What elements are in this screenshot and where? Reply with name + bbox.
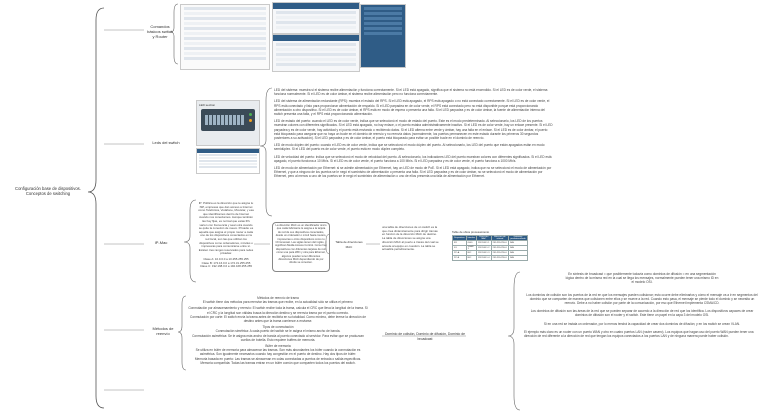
mac-table-header: Interfaz bbox=[467, 237, 475, 239]
ip-class-c: Clase C: 192.168.0.0 a 192.168.255.255 bbox=[199, 264, 253, 269]
node-metodos-label: Métodos de reenvío bbox=[152, 326, 174, 336]
table-row bbox=[453, 256, 528, 261]
ip-class-b: Clase B: 172.16.0.0 a 172.31.255.255 bbox=[201, 260, 251, 265]
metodos-line: Conmutación asimétrica: Se le asigna más ancho de banda al puerto conectado al servidor. Para evitar que se produzcan cuellos de botella. Esto requiere buffers de memoria. bbox=[192, 333, 364, 342]
table-cell: PC-A bbox=[453, 251, 467, 256]
table-cell: NIC bbox=[466, 256, 476, 261]
table-cell: N/A bbox=[509, 241, 528, 246]
metodos-line: Búfer de memoria bbox=[265, 344, 291, 349]
table-cell: N/A bbox=[509, 251, 528, 256]
mac-table-paragraph: una tabla de direcciones de un switch es la que crea dinámicamente para dirigir tramas en función de la dirección MAC de destino. La tabla de direcciones se asigna una dirección MAC al puerto a través del cual se accede al equipo en cuestión. La tabla se actualiza periódicamente. bbox=[382, 225, 439, 252]
led-paragraph: LED del sistema: muestra si el sistema recibe alimentación y funciona correctamente. Si el LED está apagado, significa que el sistema no está encendido. Si el LED es de color verde, el sistema funciona normalmente. Si el LED es de color ámbar, el sistema recibe alimentación pero no funciona correctamente. bbox=[274, 88, 548, 97]
node-comandos-label: Comandos básicos switch y Router bbox=[147, 24, 173, 39]
mac-text: La dirección MAC es un identificador único que cada fabricante le asigna a la tarjeta de red de sus dispositivos conectados, desde un ordenador o móvil hasta routers, impresoras u otros dispositivos como tu Chromecast. Las siglas tienen del inglés, y significan Media Access Control. Como hay dispositivos con diferentes tarjetas de red, como una para WiFi y otra para Ethernet, algunos pueden tener diferentes direcciones MAC dependiendo de por dónde se conecten. bbox=[275, 224, 327, 265]
table-cell: 255.255.255.0 bbox=[492, 247, 507, 249]
main-brace bbox=[88, 8, 104, 408]
table-cell: G0/0 bbox=[466, 241, 476, 246]
mac-description-box bbox=[272, 222, 330, 272]
mac-table-label: Tabla de direcciones MAC bbox=[335, 240, 363, 249]
table-cell: NIC bbox=[466, 251, 476, 256]
root-label: Configuración base de dispositivos. Conceptos de switching bbox=[15, 186, 81, 196]
mac-table-header: Máscara de subred bbox=[491, 236, 508, 241]
table-cell: 255.255.255.0 bbox=[492, 252, 507, 254]
table-cell: S1 bbox=[453, 246, 467, 251]
metodos-line: Conmutación por almacenamiento y reenvío: El switch recibe toda la trama, calcula el CRC que lleva la longitud de la trama. Si el CRC y la longitud son válidas busca la dirección destino y se reenvía trama por el puerto correcto. bbox=[188, 306, 368, 315]
node-leds-label: Leds del switch bbox=[152, 140, 180, 145]
comandos-screenshot-3 bbox=[272, 34, 360, 72]
table-cell: 255.255.255.0 bbox=[492, 257, 507, 259]
table-cell: 192.168.1.3 bbox=[477, 252, 490, 254]
table-cell: 192.168.1.4 bbox=[477, 257, 490, 259]
metodos-line: Se utiliza en búfer de memoria para almacenar las tramas. Son más abundantes los búfer cuando la conmutación es asimétrica. Son igualmente necesarios cuando hay congestión en el puerto de destino. Hay dos tipos de búfer: bbox=[195, 348, 361, 357]
dominio-paragraph: Los dominios de colisión son los puertos de la red en que los mensajes pueden colisionar; esto ocurre debe eliminarlos y cómo el mensaje va a ir en segmentos del dominio que se comparten de manera que colisionen entre ellos y se mueve a la red. Cuando esto pasa, el mensaje se pierde todo el dominio y se necesita un reenvío. Debe a no haber colisión por parte de la comunicación, por eso que Ethernet implementa CSMA/CD. bbox=[526, 292, 758, 306]
comandos-screenshot-1 bbox=[180, 4, 270, 70]
ip-text: IP: Pública es la dirección que te asigna tu ISP, empresas que dan acceso a Internet como Telefónica, Vodafone, Movistar, y esa que identificamos dentro de Internet cuando nos conectamos. Aunque también las hay fijas, es normal que estas IPs varíen con frecuencia y sean otra cuando se quite la conexión de nuevo. Privada: es aquella que asigna el propio router a cada uno de los dispositivos conectados en la red local, son las que utilizan los dispositivos como ordenadores, móviles o impresoras para comunicarse entre sí. Existen tres rangos reservados para redes privadas: bbox=[198, 201, 254, 256]
table-cell: 192.168.1.2 bbox=[477, 247, 490, 249]
metodos-line: Memoria compartida: Todas las tramas entran en un búfer común que comparten todos los puertos del switch. bbox=[200, 360, 356, 365]
mac-table-text bbox=[382, 226, 440, 252]
mac-table-title: Table de ubica procesamiento bbox=[452, 230, 490, 234]
dominio-paragraph: En síntesis de broadcast = que posiblemente todavía como dominios de difusión = en una segmentación lógica dentro de la misma red en la cual se llega los mensajes, normalmente pueden tener una mismo ID en el modelo OSI. bbox=[565, 272, 719, 285]
metodos-line: Memoria basada en puerto: Las tramas se almacenan en colas conectadas a puertos de entrada o salida específicos. bbox=[194, 356, 362, 361]
mac-table-header: Dispositivo bbox=[454, 237, 465, 239]
dominio-paragraphs bbox=[524, 272, 760, 338]
mac-table bbox=[452, 235, 528, 261]
table-cell: VLAN 1 bbox=[466, 246, 476, 251]
comandos-screenshot-4 bbox=[360, 4, 406, 68]
dominio-paragraph: Si en una red se instala un ordenador, por lo menos tendrá la capacidad de crear dos dominios de difusión; y en los switch se crean VLAN. bbox=[543, 321, 741, 326]
ip-description bbox=[198, 202, 254, 269]
metodos-line: El switch tiene dos métodos para reenviar las tramas que recibe, en la actualidad sólo se utiliza el primero: bbox=[202, 300, 354, 305]
metodos-text bbox=[188, 296, 368, 365]
leds-paragraphs bbox=[274, 88, 554, 179]
led-paragraph: LED de estado del puerto: cuando el LED es de color verde, indica que se seleccionó el modo de estado del puerto. Este es el modo predeterminado. Al seleccionarlo, los LED de los puertos muestran colores con diferentes significados. Si el LED está apagado, no hay enlace, o el puerto estaba administrativamente inactivo. Si el LED es de color verde, hay un enlace presente. Si el LED parpadea y es de color verde, hay actividad y el puerto está enviando o recibiendo datos. Si el LED alterna entre verde y ámbar, hay una falla en el enlace. Si el LED es de color ámbar, el puerto está bloqueado para asegurar que no haya un bucle en el dominio de reenvío y no reenvía datos (normalmente, los puertos permanecen en este estado durante los primeros 30 segundos posteriores a su activación). Si el LED parpadea y es de color ámbar, el puerto está bloqueado para evitar un posible bucle en el dominio de reenvío. bbox=[274, 119, 553, 141]
table-cell: 255.255.255.0 bbox=[492, 242, 507, 244]
table-cell: PC-B bbox=[453, 256, 467, 261]
metodos-line: Tipos de conmutación bbox=[262, 325, 294, 330]
dominio-paragraph: El ejemplo más claro es un router con un puerto WAN y otro en cuatro puertos LAN (router casero). Los equipos que hagan uso del puerto WAN pueden tener una dirección de red diferente a la dirección de red que tengan los equipos conectados a los puertos LAN y de ninguna manera puede haber colisión. bbox=[524, 329, 754, 339]
ip-class-a: Clase A: 10.0.0.0 a 10.255.255.255 bbox=[203, 256, 249, 261]
led-paragraph: LED del sistema de alimentación redundante (RPS): muestra el estado del RPS. Si el LED está apagado, el RPS está apagado o no está conectado correctamente. Si el LED es de color verde, el RPS está conectado y listo para proporcionar alimentación de respaldo. Si el LED parpadea en de color verde, el RPS está conectado pero no está disponible porque está proporcionando alimentación a otro dispositivo. Si el LED es de color ámbar, el RPS está en modo de espera o presenta una falla. Si el LED parpadea y es de color ámbar, la fuente de alimentación interna del switch presenta una falla, y el RPS está proporcionando alimentación. bbox=[274, 99, 550, 117]
led-paragraph: LED de modo de alimentación por Ethernet: si se admite alimentación por Ethernet, hay un LED de modo de PoE. Si el LED está apagado, indica que no se seleccionó el modo de alimentación por Ethernet, y que a ninguno de los puertos se le negó el suministro de alimentación o presenta una falla. Si el LED parpadea y es de color ámbar, no se seleccionó el modo de alimentación por Ethernet, pero al menos a uno de los puertos se le negó el suministro de alimentación o uno de ellos presenta una falla de alimentación por Ethernet. bbox=[274, 166, 552, 179]
led-paragraph: LED de modo dúplex del puerto: cuando el LED es de color verde, indica que se seleccionó el modo dúplex del puerto. Al seleccionarlo, los LED del puerto que están apagados están en modo semidúplex. Si el LED del puerto es de color verde, el puerto está en modo dúplex completo. bbox=[274, 143, 545, 152]
mac-table-header: Gateway predeterminado bbox=[510, 236, 526, 240]
table-cell: N/A bbox=[509, 256, 528, 261]
node-dominio-label: Dominio de colisión, Dominio de difusión, Dominio de broadcast bbox=[384, 332, 466, 341]
switch-panel-icon bbox=[201, 109, 255, 131]
table-cell: N/A bbox=[509, 246, 528, 251]
metodos-line: Conmutación simétrica: A cada puerto del switch se le asigna el mismo ancho de banda. bbox=[215, 329, 341, 334]
mac-address-table bbox=[452, 230, 528, 261]
metodos-line: Conmutación por corte: El switch envía la trama antes de recibirla en su totalidad. Como mínimo, debe leerse la dirección de destino antes que la trama comience a enviarse. bbox=[190, 314, 366, 324]
led-paragraph: LED de velocidad del puerto: indica que se seleccionó el modo de velocidad del puerto. Al seleccionarlo, los indicadores LED del puerto muestran colores con diferentes significados. Si el LED está apagado, el puerto funciona a 10 Mb/s. Si el LED es de color verde, el puerto funciona a 100 Mb/s. Si el LED parpadea y es de color verde, el puerto funciona a 1000 Mb/s. bbox=[274, 154, 552, 163]
metodos-line: Métodos de reenvío de trama bbox=[257, 296, 299, 300]
table-cell: R1 bbox=[453, 241, 467, 246]
led-image-caption: LED section bbox=[199, 103, 216, 107]
table-cell: 192.168.1.1 bbox=[477, 242, 490, 244]
comandos-screenshot-2 bbox=[272, 2, 360, 34]
switch-led-image bbox=[196, 100, 260, 146]
mac-table-header: Dirección MAC bbox=[476, 236, 491, 241]
dominio-paragraph: Los dominios de difusión son las áreas de la red que se pueden separar de acuerdo a la dirección de red que los identifica. Los dispositivos capaces de crear dominios de difusión son el router y el switch. Este tiene un papel en la capa 3 del modelo OSI. bbox=[530, 309, 754, 318]
led-legend-table bbox=[196, 148, 260, 174]
node-ipmac-label: IP-Mac bbox=[154, 240, 168, 245]
